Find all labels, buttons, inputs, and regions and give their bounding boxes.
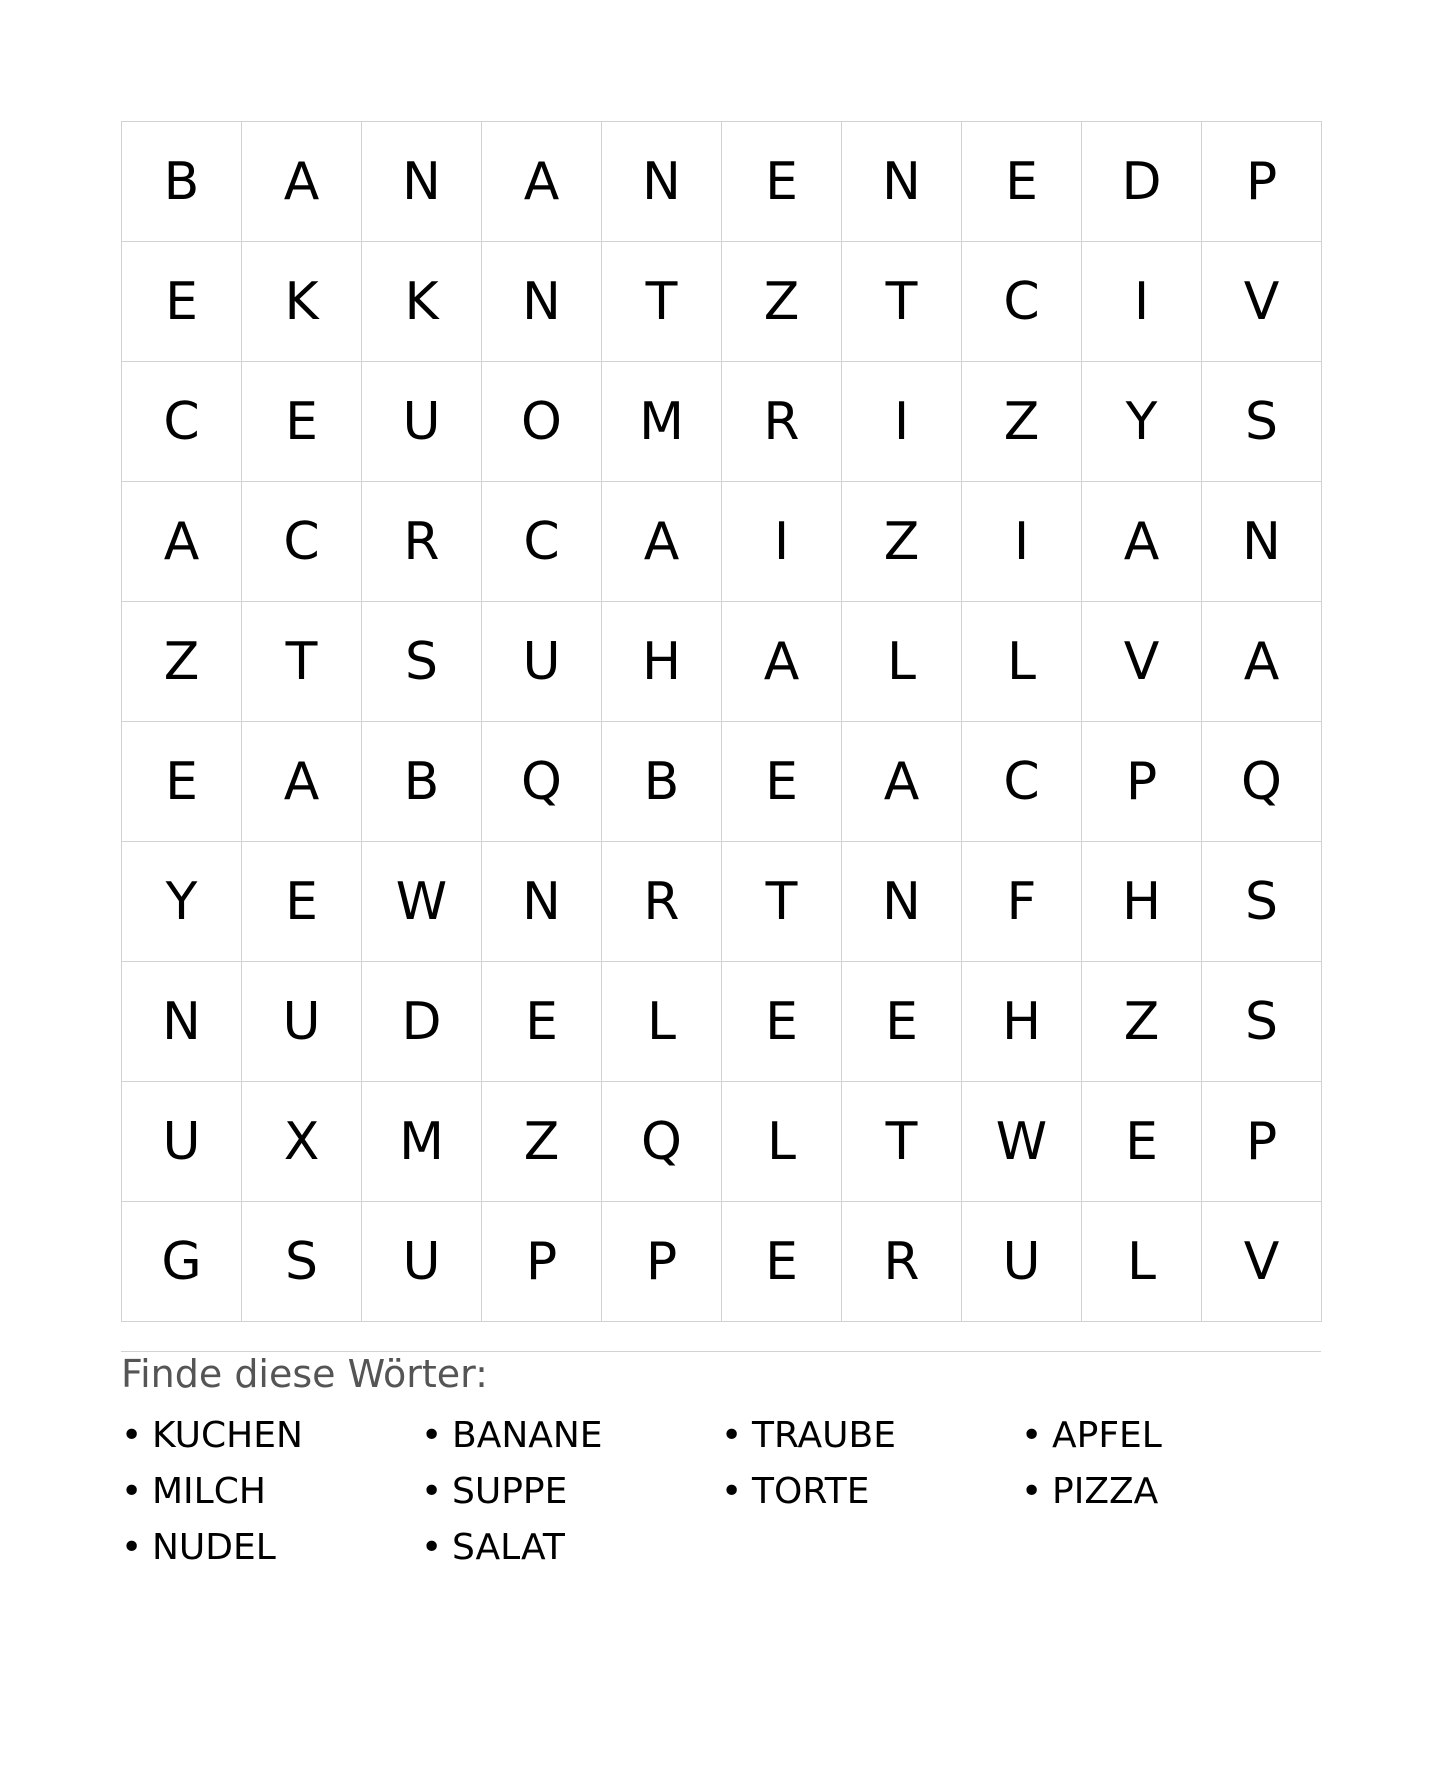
grid-cell[interactable]: W xyxy=(962,1082,1082,1202)
grid-cell[interactable]: X xyxy=(242,1082,362,1202)
grid-cell[interactable]: I xyxy=(722,482,842,602)
word-list-item xyxy=(121,1464,421,1520)
grid-cell[interactable]: N xyxy=(362,122,482,242)
grid-cell[interactable]: B xyxy=(122,122,242,242)
grid-cell[interactable]: Z xyxy=(962,362,1082,482)
grid-cell[interactable]: M xyxy=(602,362,722,482)
bullet-icon: • xyxy=(421,1415,443,1456)
word-list-item xyxy=(121,1520,421,1576)
grid-cell[interactable]: V xyxy=(1082,602,1202,722)
grid-cell[interactable]: C xyxy=(482,482,602,602)
grid-cell[interactable]: F xyxy=(962,842,1082,962)
grid-cell[interactable]: H xyxy=(1082,842,1202,962)
bullet-icon: • xyxy=(1021,1471,1043,1512)
grid-cell[interactable]: B xyxy=(602,722,722,842)
word-list-item xyxy=(1021,1408,1321,1464)
grid-cell[interactable]: U xyxy=(362,362,482,482)
grid-cell[interactable]: A xyxy=(122,482,242,602)
word-list-item xyxy=(421,1520,721,1576)
grid-cell[interactable]: B xyxy=(362,722,482,842)
word-list-item xyxy=(421,1464,721,1520)
word-list-item xyxy=(721,1408,1021,1464)
grid-cell[interactable]: Z xyxy=(1082,962,1202,1082)
grid-cell[interactable]: M xyxy=(362,1082,482,1202)
grid-cell[interactable]: E xyxy=(242,842,362,962)
grid-cell[interactable]: U xyxy=(122,1082,242,1202)
grid-cell[interactable]: Z xyxy=(482,1082,602,1202)
word-list xyxy=(121,1408,1321,1576)
bullet-icon: • xyxy=(421,1527,443,1568)
grid-cell[interactable]: Q xyxy=(1202,722,1322,842)
grid-cell[interactable]: A xyxy=(1202,602,1322,722)
grid-cell[interactable]: E xyxy=(122,722,242,842)
grid-cell[interactable]: T xyxy=(722,842,842,962)
word-label: BANANE xyxy=(452,1415,603,1456)
grid-cell[interactable]: D xyxy=(1082,122,1202,242)
grid-cell[interactable]: N xyxy=(842,122,962,242)
grid-cell[interactable]: U xyxy=(962,1202,1082,1322)
word-label: TRAUBE xyxy=(752,1415,896,1456)
grid-cell[interactable]: T xyxy=(842,242,962,362)
grid-cell[interactable]: C xyxy=(122,362,242,482)
grid-cell[interactable]: N xyxy=(1202,482,1322,602)
grid-cell[interactable]: C xyxy=(962,242,1082,362)
grid-cell[interactable]: E xyxy=(242,362,362,482)
grid-cell[interactable]: P xyxy=(482,1202,602,1322)
grid-cell[interactable]: L xyxy=(722,1082,842,1202)
grid-cell[interactable]: L xyxy=(602,962,722,1082)
grid-cell[interactable]: C xyxy=(962,722,1082,842)
grid-cell[interactable]: A xyxy=(242,722,362,842)
grid-cell[interactable]: A xyxy=(842,722,962,842)
grid-cell[interactable]: N xyxy=(602,122,722,242)
grid-cell[interactable]: A xyxy=(242,122,362,242)
grid-cell[interactable]: S xyxy=(242,1202,362,1322)
grid-cell[interactable]: T xyxy=(602,242,722,362)
grid-cell[interactable]: I xyxy=(962,482,1082,602)
grid-cell[interactable]: S xyxy=(1202,962,1322,1082)
grid-cell[interactable]: S xyxy=(362,602,482,722)
word-label: APFEL xyxy=(1052,1415,1162,1456)
bullet-icon: • xyxy=(121,1527,143,1568)
grid-cell[interactable]: V xyxy=(1202,242,1322,362)
word-label: MILCH xyxy=(152,1471,266,1512)
word-label: TORTE xyxy=(752,1471,870,1512)
word-label: SALAT xyxy=(452,1527,565,1568)
grid-cell[interactable]: P xyxy=(1082,722,1202,842)
grid-cell[interactable]: E xyxy=(722,122,842,242)
grid-cell[interactable]: R xyxy=(722,362,842,482)
grid-cell[interactable]: N xyxy=(122,962,242,1082)
grid-cell[interactable]: Q xyxy=(482,722,602,842)
grid-cell[interactable]: P xyxy=(1202,122,1322,242)
grid-cell[interactable]: Y xyxy=(122,842,242,962)
grid-cell[interactable]: Z xyxy=(842,482,962,602)
grid-cell[interactable]: O xyxy=(482,362,602,482)
grid-cell[interactable]: Y xyxy=(1082,362,1202,482)
grid-cell[interactable]: R xyxy=(362,482,482,602)
grid-cell[interactable]: U xyxy=(362,1202,482,1322)
grid-cell[interactable]: E xyxy=(842,962,962,1082)
grid-cell[interactable]: E xyxy=(1082,1082,1202,1202)
grid-cell[interactable]: N xyxy=(482,842,602,962)
letter-grid xyxy=(121,121,1322,1322)
grid-cell[interactable]: H xyxy=(602,602,722,722)
grid-cell[interactable]: A xyxy=(602,482,722,602)
grid-cell[interactable]: A xyxy=(482,122,602,242)
word-list-item xyxy=(721,1464,1021,1520)
word-label: NUDEL xyxy=(152,1527,276,1568)
grid-cell[interactable]: E xyxy=(962,122,1082,242)
grid-cell[interactable]: R xyxy=(602,842,722,962)
grid-cell[interactable]: I xyxy=(1082,242,1202,362)
grid-cell[interactable]: Z xyxy=(722,242,842,362)
bullet-icon: • xyxy=(721,1415,743,1456)
grid-cell[interactable]: N xyxy=(842,842,962,962)
grid-cell[interactable]: A xyxy=(1082,482,1202,602)
grid-cell[interactable]: P xyxy=(1202,1082,1322,1202)
grid-cell[interactable]: G xyxy=(122,1202,242,1322)
grid-cell[interactable]: W xyxy=(362,842,482,962)
instructions-heading: Finde diese Wörter: xyxy=(121,1352,488,1396)
grid-cell[interactable]: E xyxy=(722,1202,842,1322)
grid-cell[interactable]: T xyxy=(842,1082,962,1202)
word-label: KUCHEN xyxy=(152,1415,303,1456)
grid-cell[interactable]: T xyxy=(242,602,362,722)
grid-cell[interactable]: E xyxy=(122,242,242,362)
bullet-icon: • xyxy=(721,1471,743,1512)
word-label: PIZZA xyxy=(1052,1471,1159,1512)
grid-cell[interactable]: P xyxy=(602,1202,722,1322)
grid-cell[interactable]: N xyxy=(482,242,602,362)
grid-cell[interactable]: S xyxy=(1202,842,1322,962)
grid-cell[interactable]: Z xyxy=(122,602,242,722)
grid-cell[interactable]: E xyxy=(722,722,842,842)
grid-cell[interactable]: K xyxy=(242,242,362,362)
grid-cell[interactable]: U xyxy=(242,962,362,1082)
grid-cell[interactable]: K xyxy=(362,242,482,362)
grid-cell[interactable]: S xyxy=(1202,362,1322,482)
grid-cell[interactable]: L xyxy=(962,602,1082,722)
bullet-icon: • xyxy=(1021,1415,1043,1456)
grid-cell[interactable]: C xyxy=(242,482,362,602)
grid-cell[interactable]: A xyxy=(722,602,842,722)
bullet-icon: • xyxy=(121,1471,143,1512)
grid-cell[interactable]: E xyxy=(482,962,602,1082)
bullet-icon: • xyxy=(121,1415,143,1456)
word-list-item xyxy=(1021,1464,1321,1520)
grid-cell[interactable]: L xyxy=(1082,1202,1202,1322)
grid-cell[interactable]: L xyxy=(842,602,962,722)
grid-cell[interactable]: E xyxy=(722,962,842,1082)
bullet-icon: • xyxy=(421,1471,443,1512)
word-label: SUPPE xyxy=(452,1471,568,1512)
grid-cell[interactable]: I xyxy=(842,362,962,482)
grid-cell[interactable]: D xyxy=(362,962,482,1082)
word-list-item xyxy=(121,1408,421,1464)
grid-cell[interactable]: U xyxy=(482,602,602,722)
grid-cell[interactable]: Q xyxy=(602,1082,722,1202)
word-list-item xyxy=(421,1408,721,1464)
grid-cell[interactable]: H xyxy=(962,962,1082,1082)
grid-cell[interactable]: R xyxy=(842,1202,962,1322)
grid-cell[interactable]: V xyxy=(1202,1202,1322,1322)
